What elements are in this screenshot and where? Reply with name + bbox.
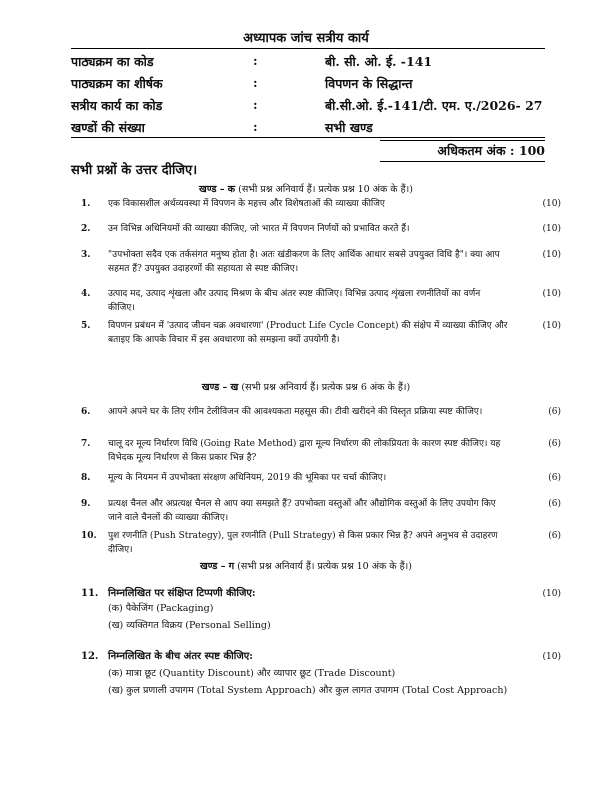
question-marks: (10) xyxy=(542,289,561,299)
question-marks: (10) xyxy=(542,250,561,260)
question-12-part-a: (क) मात्रा छूट (Quantity Discount) और व्यापार छूट (Trade Discount) xyxy=(108,668,396,679)
question-marks: (10) xyxy=(542,321,561,331)
section-c-heading xyxy=(0,559,612,572)
info-colon: : xyxy=(253,97,258,112)
info-value: बी.सी.ओ. ई.-141/टी. एम. ए./2026- 27 xyxy=(325,98,543,113)
section-prefix: खण्ड – ग xyxy=(200,561,235,572)
info-label: पाठ्यक्रम का कोड xyxy=(71,54,154,69)
question-marks: (6) xyxy=(548,439,561,449)
question-number: 1. xyxy=(81,199,91,209)
question-text: उत्पाद मद, उत्पाद शृंखला और उत्पाद मिश्रण के बीच अंतर स्पष्ट कीजिए। विभिन्न उत्पाद शृंखला रणनीतियों का वर्णन कीजिए। xyxy=(108,289,481,313)
question-number: 4. xyxy=(81,289,91,299)
info-colon: : xyxy=(253,119,258,134)
section-prefix: खण्ड – क xyxy=(199,184,236,195)
section-rule: (सभी प्रश्न अनिवार्य हैं। प्रत्येक प्रश्न 6 अंक के हैं।) xyxy=(241,382,411,393)
info-row-course-title xyxy=(71,71,545,93)
question-text: प्रत्यक्ष चैनल और अप्रत्यक्ष चैनल से आप क्या समझते हैं? उपभोक्ता वस्तुओं और औद्योगिक वस्तुओं के लिए उपयोग किए जाने वाले चैनलों की व्याख्या कीजिए। xyxy=(108,499,496,523)
question-number: 5. xyxy=(81,321,91,331)
info-colon: : xyxy=(253,53,258,68)
info-label: सत्रीय कार्य का कोड xyxy=(71,98,163,113)
question-marks: (10) xyxy=(542,199,561,209)
question-number: 12. xyxy=(81,651,99,662)
question-text: एक विकासशील अर्थव्यवस्था में विपणन के महत्त्व और विशेषताओं की व्याख्या कीजिए xyxy=(108,199,385,209)
question-marks: (6) xyxy=(548,499,561,509)
question-text: विपणन प्रबंधन में 'उत्पाद जीवन चक्र अवधारणा' (Product Life Cycle Concept) की संक्षेप में व्याख्या कीजिए और बताइए कि आपके विचार में इस अवधारणा को समझना क्यों उपयोगी है। xyxy=(108,321,508,345)
question-marks: (10) xyxy=(542,589,561,599)
question-text: उन विभिन्न अधिनियमों की व्याख्या कीजिए, जो भारत में विपणन निर्णयों को प्रभावित करते हैं। xyxy=(108,224,410,234)
instruction: सभी प्रश्नों के उत्तर दीजिए। xyxy=(71,163,198,178)
question-marks: (6) xyxy=(548,407,561,417)
question-12-part-b: (ख) कुल प्रणाली उपागम (Total System Approach) और कुल लागत उपागम (Total Cost Approach) xyxy=(108,685,508,696)
section-prefix: खण्ड – ख xyxy=(201,382,239,393)
info-label: खण्डों की संख्या xyxy=(71,120,145,135)
info-row-course-code xyxy=(71,49,545,71)
max-marks: अधिकतम अंक : 100 xyxy=(380,140,545,162)
section-a-heading xyxy=(0,182,612,195)
info-value: विपणन के सिद्धान्त xyxy=(325,76,413,91)
info-colon: : xyxy=(253,75,258,90)
question-number: 2. xyxy=(81,224,91,234)
question-marks: (10) xyxy=(542,652,561,662)
question-number: 7. xyxy=(81,439,91,449)
info-row-assignment-code xyxy=(71,93,545,115)
info-value: सभी खण्ड xyxy=(325,120,373,135)
question-number: 10. xyxy=(81,531,97,541)
question-number: 3. xyxy=(81,250,91,260)
question-number: 8. xyxy=(81,473,91,483)
section-rule: (सभी प्रश्न अनिवार्य हैं। प्रत्येक प्रश्न 10 अंक के हैं।) xyxy=(238,184,413,195)
section-rule: (सभी प्रश्न अनिवार्य हैं। प्रत्येक प्रश्न 10 अंक के हैं।) xyxy=(237,561,412,572)
section-b-heading xyxy=(0,380,612,393)
question-text: चालू दर मूल्य निर्धारण विधि (Going Rate Method) द्वारा मूल्य निर्धारण की लोकप्रियता के कारण स्पष्ट कीजिए। यह विभेदक मूल्य निर्धारण से किस प्रकार भिन्न है? xyxy=(108,439,501,463)
question-number: 9. xyxy=(81,499,91,509)
question-text: आपने अपने घर के लिए रंगीन टेलीविजन की आवश्यकता महसूस की। टीवी खरीदने की विस्तृत प्रक्रिया स्पष्ट कीजिए। xyxy=(108,407,483,417)
info-label: पाठ्यक्रम का शीर्षक xyxy=(71,76,163,91)
question-11-part-a: (क) पैकेजिंग (Packaging) xyxy=(108,603,214,614)
question-text: मूल्य के नियमन में उपभोक्ता संरक्षण अधिनियम, 2019 की भूमिका पर चर्चा कीजिए। xyxy=(108,473,387,483)
question-marks: (6) xyxy=(548,531,561,541)
question-marks: (6) xyxy=(548,473,561,483)
question-marks: (10) xyxy=(542,224,561,234)
question-text: "उपभोक्ता सदैव एक तर्कसंगत मनुष्य होता है। अतः खंडीकरण के लिए आर्थिक आधार सबसे उपयुक्त विधि है"। क्या आप सहमत हैं? उपयुक्त उदाहरणों की सहायता से स्पष्ट कीजिए। xyxy=(108,250,500,274)
question-number: 6. xyxy=(81,407,91,417)
question-text: निम्नलिखित के बीच अंतर स्पष्ट कीजिए: xyxy=(108,651,253,662)
question-11-part-b: (ख) व्यक्तिगत विक्रय (Personal Selling) xyxy=(108,620,271,631)
info-value: बी. सी. ओ. ई. -141 xyxy=(325,54,433,69)
document-title: अध्यापक जांच सत्रीय कार्य xyxy=(243,31,369,46)
question-text: पुश रणनीति (Push Strategy), पुल रणनीति (Pull Strategy) से किस प्रकार भिन्न है? अपने अनुभव से उदाहरण दीजिए। xyxy=(108,531,498,555)
info-row-blocks xyxy=(71,115,545,137)
question-text: निम्नलिखित पर संक्षिप्त टिप्पणी कीजिए: xyxy=(108,588,256,599)
question-number: 11. xyxy=(81,588,99,599)
course-info-table xyxy=(71,48,545,138)
